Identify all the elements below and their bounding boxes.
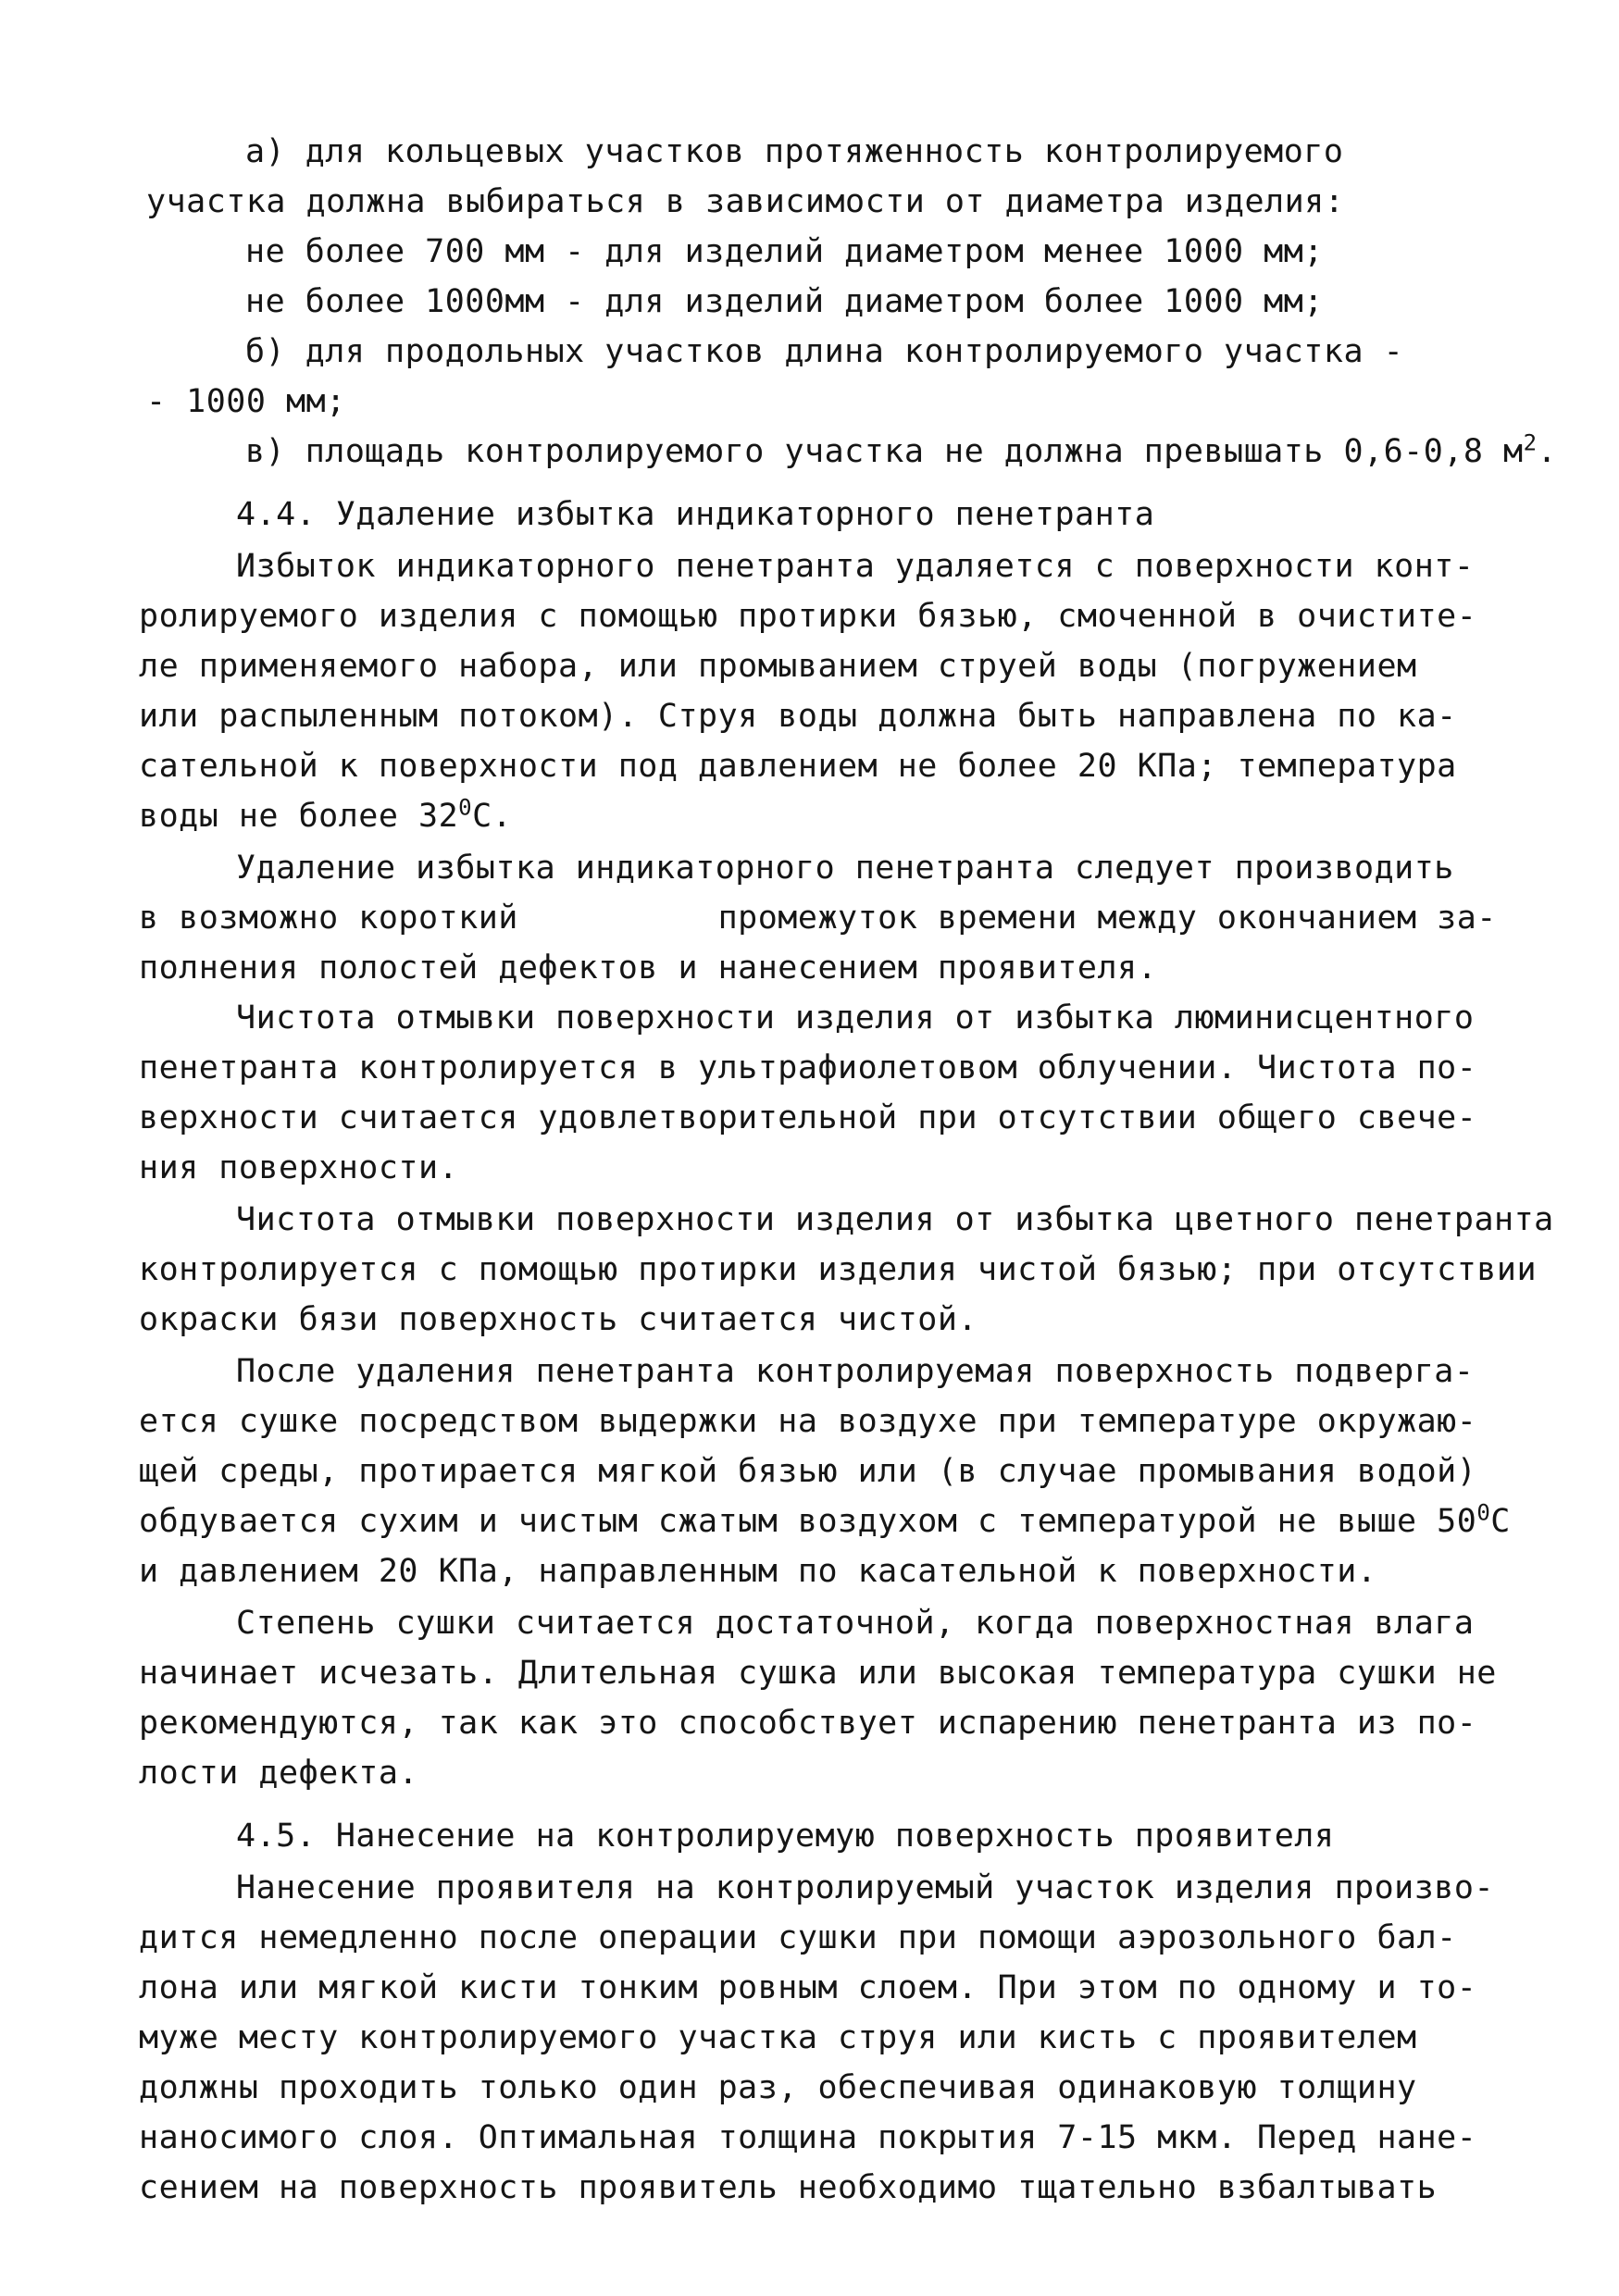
section-4-4-p5-line-3: щей среды, протирается мягкой бязью или (в случае промывания водой)	[139, 1453, 1477, 1490]
degree-superscript: 0	[1476, 1499, 1491, 1526]
list-item-v-line-1	[245, 431, 1557, 472]
p5-line-4-text: обдувается сухим и чистым сжатым воздухом с температурой не выше 50	[139, 1503, 1477, 1540]
superscript-squared: 2	[1523, 429, 1538, 456]
list-item-v-tail: .	[1537, 433, 1558, 470]
list-item-a-line-4: не более 1000мм - для изделий диаметром более 1000 мм;	[245, 283, 1324, 320]
section-4-4-p3-line-2: пенетранта контролируется в ультрафиолетовом облучении. Чистота по-	[139, 1049, 1477, 1086]
section-4-5-p1-line-3: лона или мягкой кисти тонким ровным слоем. При этом по одному и то-	[139, 1969, 1477, 2006]
section-4-4-p1-line-6	[139, 796, 512, 837]
section-4-4-p5-line-5: и давлением 20 КПа, направленным по касательной к поверхности.	[139, 1553, 1377, 1590]
section-4-4-p6-line-1: Степень сушки считается достаточной, когда поверхностная влага	[236, 1605, 1475, 1642]
section-4-5-p1-line-4: муже месту контролируемого участка струя или кисть с проявителем	[139, 2019, 1417, 2056]
section-4-4-p6-line-4: лости дефекта.	[139, 1755, 419, 1792]
list-item-a-line-1: а) для кольцевых участков протяженность контролируемого	[245, 133, 1344, 170]
section-4-4-p1-line-4: или распыленным потоком). Струя воды должна быть направлена по ка-	[139, 698, 1457, 735]
section-4-5-p1-line-2: дится немедленно после операции сушки при помощи аэрозольного бал-	[139, 1919, 1457, 1956]
p5-line-4-tail: С	[1490, 1503, 1511, 1540]
list-item-v-text: в) площадь контролируемого участка не должна превышать 0,6-0,8 м	[245, 433, 1524, 470]
section-4-4-p5-line-1: После удаления пенетранта контролируемая поверхность подверга-	[236, 1353, 1475, 1390]
section-4-4-p1-line-5: сательной к поверхности под давлением не более 20 КПа; температура	[139, 748, 1457, 785]
section-4-4-p5-line-2: ется сушке посредством выдержки на воздухе при температуре окружаю-	[139, 1403, 1477, 1440]
section-4-4-p4-line-3: окраски бязи поверхность считается чистой.	[139, 1301, 978, 1338]
list-item-a-line-2: участка должна выбираться в зависимости от диаметра изделия:	[146, 183, 1345, 220]
section-4-5-heading: 4.5. Нанесение на контролируемую поверхность проявителя	[236, 1818, 1335, 1855]
section-4-4-p5-line-4	[139, 1501, 1511, 1542]
section-4-5-p1-line-5: должны проходить только один раз, обеспечивая одинаковую толщину	[139, 2069, 1417, 2106]
section-4-5-p1-line-1: Нанесение проявителя на контролируемый участок изделия произво-	[236, 1869, 1495, 1906]
section-4-4-p6-line-3: рекомендуются, так как это способствует испарению пенетранта из по-	[139, 1705, 1477, 1742]
section-4-4-p6-line-2: начинает исчезать. Длительная сушка или высокая температура сушки не	[139, 1655, 1497, 1692]
section-4-4-p1-line-1: Избыток индикаторного пенетранта удаляется с поверхности конт-	[236, 548, 1475, 585]
p1-line-6-tail: С.	[472, 798, 513, 835]
section-4-4-p1-line-2: ролируемого изделия с помощью протирки бязью, смоченной в очистите-	[139, 598, 1477, 635]
degree-superscript: 0	[458, 794, 473, 821]
section-4-4-p4-line-1: Чистота отмывки поверхности изделия от избытка цветного пенетранта	[236, 1201, 1554, 1238]
list-item-a-line-3: не более 700 мм - для изделий диаметром менее 1000 мм;	[245, 233, 1324, 270]
section-4-4-p2-line-2: в возможно короткий промежуток времени между окончанием за-	[139, 900, 1497, 937]
section-4-4-p4-line-2: контролируется с помощью протирки изделия чистой бязью; при отсутствии	[139, 1251, 1538, 1288]
section-4-4-p3-line-3: верхности считается удовлетворительной при отсутствии общего свече-	[139, 1099, 1477, 1136]
section-4-4-p2-line-1: Удаление избытка индикаторного пенетранта следует производить	[236, 850, 1454, 887]
section-4-5-p1-line-7: сением на поверхность проявитель необходимо тщательно взбалтывать	[139, 2169, 1438, 2206]
list-item-b-line-1: б) для продольных участков длина контролируемого участка -	[245, 333, 1404, 370]
list-item-b-line-2: - 1000 мм;	[146, 383, 346, 420]
section-4-4-p3-line-1: Чистота отмывки поверхности изделия от избытка люминисцентного	[236, 999, 1475, 1036]
section-4-4-p1-line-3: ле применяемого набора, или промыванием струей воды (погружением	[139, 648, 1417, 685]
p1-line-6-text: воды не более 32	[139, 798, 459, 835]
section-4-4-heading: 4.4. Удаление избытка индикаторного пенетранта	[236, 496, 1155, 533]
section-4-4-p3-line-4: ния поверхности.	[139, 1149, 459, 1186]
section-4-5-p1-line-6: наносимого слоя. Оптимальная толщина покрытия 7-15 мкм. Перед нане-	[139, 2119, 1477, 2156]
section-4-4-p2-line-3: полнения полостей дефектов и нанесением проявителя.	[139, 949, 1158, 987]
